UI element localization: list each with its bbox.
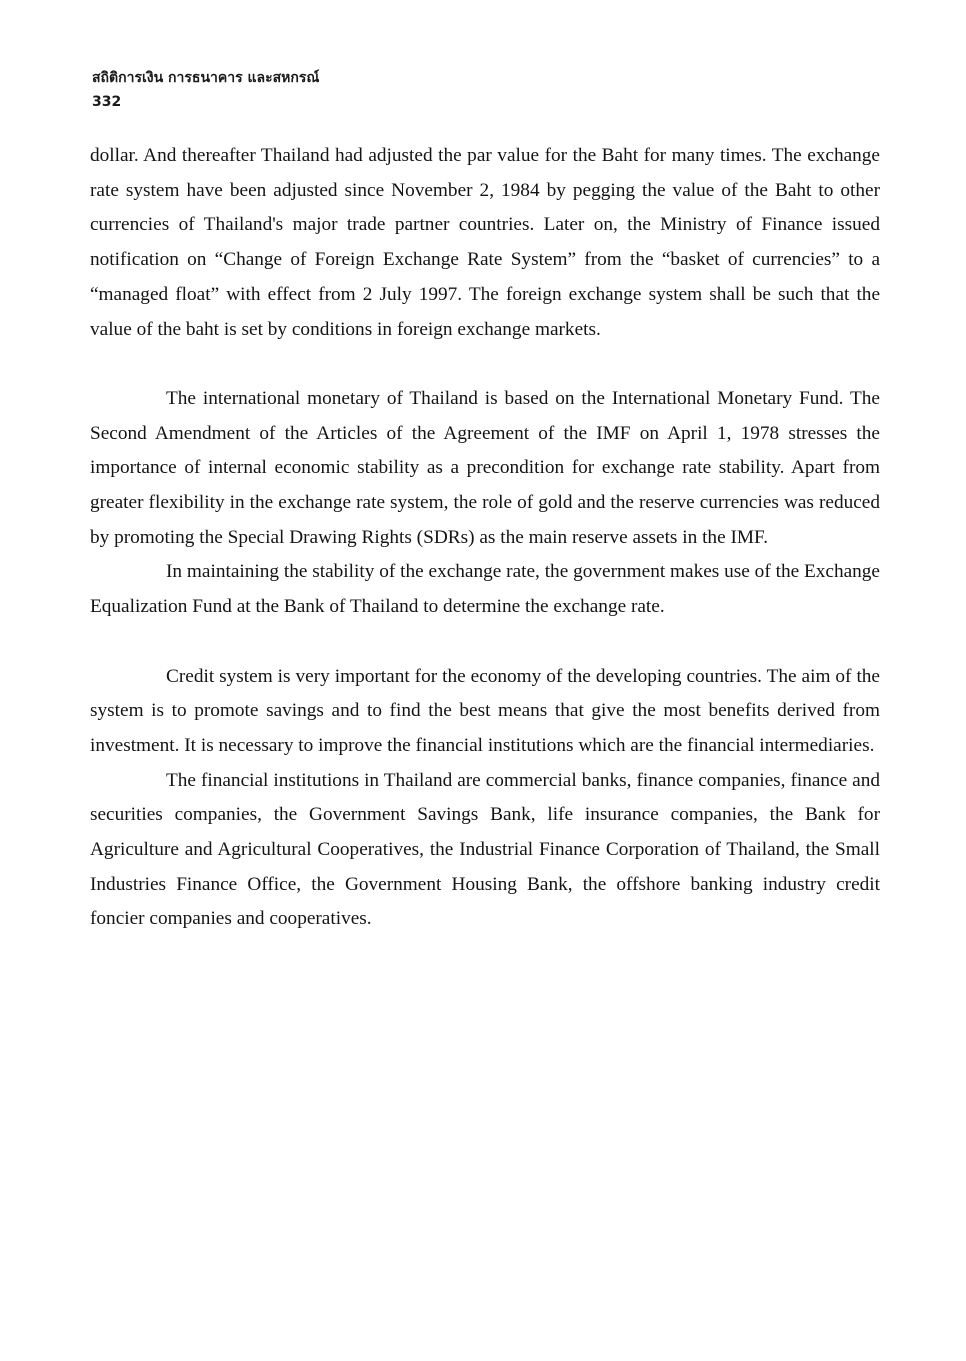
paragraph-international-monetary: The international monetary of Thailand is based on the International Monetary Fund. The Second Amendment of the Articles of the Agreement of the IMF on April 1, 1978 stresses the importance of internal economic stability as a precondition for exchange rate stability. Apart from greater flexibility in the exchange rate system, the role of gold and the reserve currencies was reduced by promoting the Special Drawing Rights (SDRs) as the main reserve assets in the IMF. xyxy=(90,387,880,548)
paragraph-financial-institutions: The financial institutions in Thailand are commercial banks, finance companies, finance and securities companies, the Government Savings Bank, life insurance companies, the Bank for Agriculture and Agricultural Cooperatives, the Industrial Finance Corporation of Thailand, the Small Industries Finance Office, the Government Housing Bank, the offshore banking industry credit foncier companies and cooperatives. xyxy=(90,769,880,930)
paragraph-credit-system: Credit system is very important for the economy of the developing countries. The aim of the system is to promote savings and to find the best means that give the most benefits derived from investment. It is necessary to improve the financial institutions which are the financial intermediaries. xyxy=(90,665,880,756)
paragraph-exchange-stability: In maintaining the stability of the exchange rate, the government makes use of the Exchange Equalization Fund at the Bank of Thailand to determine the exchange rate. xyxy=(90,561,880,618)
page-number: 332 xyxy=(92,94,122,110)
body-text xyxy=(90,139,880,937)
page-header xyxy=(92,66,319,114)
running-title: สถิติการเงิน การธนาคาร และสหกรณ์ xyxy=(92,70,320,86)
paragraph-exchange-rate-history: dollar. And thereafter Thailand had adjusted the par value for the Baht for many times. The exchange rate system have been adjusted since November 2, 1984 by pegging the value of the Baht to other currencies of Thailand's major trade partner countries. Later on, the Ministry of Finance issued notification on “Change of Foreign Exchange Rate System” from the “basket of currencies” to a “managed float” with effect from 2 July 1997. The foreign exchange system shall be such that the value of the baht is set by conditions in foreign exchange markets. xyxy=(90,145,880,340)
